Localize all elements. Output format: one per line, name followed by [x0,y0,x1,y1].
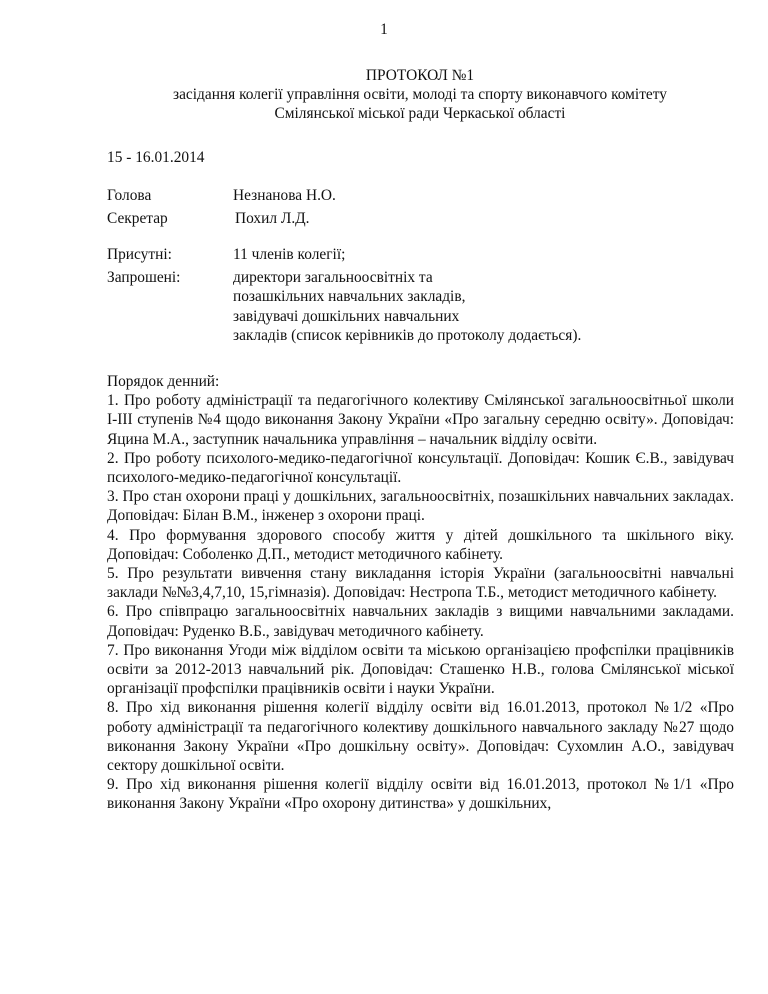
title-protocol: ПРОТОКОЛ №1 [365,67,475,84]
present-label: Присутні: [107,246,172,263]
title-meeting: засідання колегії управління освіти, молоді та спорту виконавчого комітету [173,86,667,104]
agenda-item: 1. Про роботу адміністрації та педагогічного колективу Смілянської загальноосвітньої школи І-ІІІ ступенів №4 щодо виконання Закону України «Про загальну середню освіту». Доповідач: Яцина М.А., заступник начальника управління – начальник відділу освіти. [107,392,734,448]
meeting-date: 15 - 16.01.2014 [107,149,205,166]
chair-name: Незнанова Н.О. [233,187,336,204]
invited-label: Запрошені: [107,269,181,286]
present-value: 11 членів колегії; [233,246,346,263]
agenda-heading: Порядок денний: [107,373,220,390]
agenda-item: 3. Про стан охорони праці у дошкільних, загальноосвітніх, позашкільних навчальних закладах. Доповідач: Білан В.М., інженер з охорони праці. [107,488,734,525]
agenda-item: 9. Про хід виконання рішення колегії відділу освіти від 16.01.2013, протокол №1/1 «Про виконання Закону України «Про охорону дитинства» у дошкільних, [107,776,734,813]
page-number: 1 [380,21,388,38]
chair-label: Голова [107,187,152,204]
title-council: Смілянської міської ради Черкаської області [274,105,566,123]
invited-value: директори загальноосвітніх та позашкільних навчальних закладів, завідувачі дошкільних навчальних закладів (список керівників до протоколу додається). [233,269,582,344]
agenda-item: 4. Про формування здорового способу життя у дітей дошкільного та шкільного віку. Доповідач: Соболенко Д.П., методист методичного кабінету. [107,526,734,563]
secretary-name: Похил Л.Д. [235,210,310,227]
secretary-label: Секретар [107,210,168,227]
agenda-item: 6. Про співпрацю загальноосвітніх навчальних закладів з вищими навчальними закладами. Доповідач: Руденко В.Б., завідувач методичного кабінету. [107,603,734,640]
agenda-item: 5. Про результати вивчення стану викладання історія України (загальноосвітні навчальні заклади №№3,4,7,10, 15,гімназія). Доповідач: Нестропа Т.Б., методист методичного кабінету. [107,565,734,602]
agenda [107,372,734,814]
agenda-item: 7. Про виконання Угоди між відділом освіти та міською організацією профспілки працівників освіти за 2012-2013 навчальний рік. Доповідач: Сташенко Н.В., голова Смілянської міської організації профспілки працівників освіти і науки України. [107,641,734,698]
agenda-item: 8. Про хід виконання рішення колегії відділу освіти від 16.01.2013, протокол №1/2 «Про роботу адміністрації та педагогічного колективу дошкільного навчального закладу №27 щодо виконання Закону України «Про дошкільну освіту». Доповідач: Сухомлин А.О., завідувач сектору дошкільної освіти. [107,699,734,775]
document-title [100,66,740,124]
agenda-item: 2. Про роботу психолого-медико-педагогічної консультації. Доповідач: Кошик Є.В., завідувач психолого-медико-педагогічної консультації. [107,449,734,487]
